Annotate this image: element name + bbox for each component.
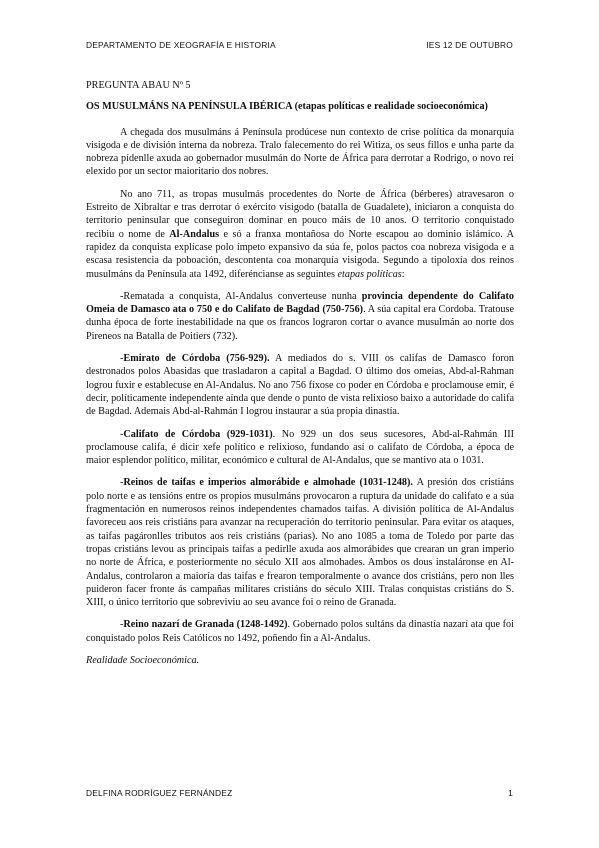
paragraph-conquest-italic: etapas políticas bbox=[337, 268, 402, 280]
stage-4-heading: Reinos de taifas e imperios almorábide e almohade (1031-1248). bbox=[123, 477, 413, 489]
stage-3-text: . No 929 un dos seus sucesores, Abd-al-Rahmán III proclamouse califa, é dicir xefe político e relixioso, fundando así o califato de Córdoba, a época de maior esplendor político, militar, económico e cultural de Al-Andalus, que se mantivo ata o 1031. bbox=[86, 428, 514, 467]
stage-5-heading: Reino nazarí de Granada (1248-1492) bbox=[123, 619, 288, 631]
paragraph-nasrid-kingdom bbox=[86, 618, 514, 645]
stage-1-text-c: . A súa capital era Cordoba. Tratouse dunha época de forte inestabilidade na que os francos lograron cortar o avance musulmán ao norte dos Pireneos na Batalla de Poitiers (732). bbox=[86, 304, 514, 342]
department-name: DEPARTAMENTO DE XEOGRAFÍA E HISTORIA bbox=[86, 40, 276, 50]
stage-5-dash: - bbox=[120, 619, 124, 631]
paragraph-caliphate bbox=[86, 428, 514, 468]
document-body bbox=[86, 79, 514, 667]
stage-2-heading: Emirato de Córdoba (756-929). bbox=[123, 353, 270, 365]
paragraph-conquest bbox=[86, 188, 514, 281]
paragraph-emirate bbox=[86, 352, 514, 418]
paragraph-conquest-text-a: No ano 711, as tropas musulmás procedentes do Norte de África (bérberes) atravesaron o Estreito de Xibraltar e tras derrotar ó exército visigodo (batalla de Guadalete), iniciaron a conquista do territorio peninsular que conseguiron dominar en pouco máis de 10 anos. O territorio conquistado recibiu o nome de bbox=[86, 188, 514, 240]
section-heading-text: Realidade Socioeconómica. bbox=[86, 654, 200, 666]
author-name: DELFINA RODRÍGUEZ FERNÁNDEZ bbox=[86, 788, 233, 798]
page-number: 1 bbox=[508, 788, 513, 798]
paragraph-conquest-text-e: : bbox=[401, 268, 405, 280]
paragraph-intro: A chegada dos musulmáns á Península prodúcese nun contexto de crise política da monarquía visigoda e de división interna da nobreza. Tralo falecemento do rei Witiza, os seus fillos e unha parte da nobreza pídenlle axuda ao gobernador musulmán do Norte de África para derrotar a Rodrigo, o novo rei elexido por un sector maioritario dos nobres. bbox=[86, 126, 514, 178]
stage-1-text-a: -Rematada a conquista, Al-Andalus converteuse nunha bbox=[120, 290, 362, 302]
stage-2-text: A mediados do s. VIII os califas de Damasco foron destronados polos Abasidas que trasladaron a capital a Bagdad. O último dos omeias, Abd-al-Rahman logrou fuxir e establecuse en Al-Andalus. No ano 756 fíxose co poder en Córdoba e proclamouse emir, é decir, políticamente independente aínda que dende o punto de vista relixioso baixo a autoridade do califa de Bagdad. Ademais Abd-al-Rahmán I logrou instaurar a súa propia dinastía. bbox=[86, 353, 514, 418]
stage-3-dash: - bbox=[120, 428, 124, 440]
stage-2-dash: - bbox=[120, 353, 124, 365]
stage-4-dash: - bbox=[120, 477, 124, 489]
section-heading-socioeconomic bbox=[86, 654, 514, 667]
document-title: OS MUSULMÁNS NA PENÍNSULA IBÉRICA (etapas políticas e realidade socioeconómica) bbox=[86, 101, 488, 113]
paragraph-taifas bbox=[86, 476, 514, 609]
paragraph-dependent-province bbox=[86, 290, 514, 343]
stage-3-heading: Califato de Córdoba (929-1031) bbox=[123, 428, 273, 440]
stage-1-heading: provincia dependente do Califato Omeia de Damasco ata o 750 e do Califato de Bagdad (750-756) bbox=[86, 290, 514, 316]
stage-4-text: A presión dos cristiáns polo norte e as tensións entre os propios musulmáns provocaron a ruptura da unidade do califato e a súa fragmentación en numerosos reinos independentes chamados taifas. A división política de Al-Andalus favoreceu aos reis cristiáns para avanzar na recuperación do territorio peninsular. Para evitar os ataques, as taifas pagáronlles tributos aos reis cristiáns (parias). No ano 1085 a toma de Toledo por parte das tropas cristiáns levou as principais taifas a pedirlle axuda aos almorábides que crearan un gran imperio no norte de África, e posteriormente no século XII aos almohades. Ambos os dous instaláronse en Al-Andalus, controlaron a maioría das taifas e frearon temporalmente o avance dos cristiáns, pero non lles puideron facer fronte ás campañas militares cristiáns do século XIII. Tralas conquistas cristiáns do S. XIII, o único territorio que sobreviviu ao seu avance foi o reino de Granada. bbox=[86, 477, 515, 609]
school-name: IES 12 DE OUTUBRO bbox=[426, 40, 513, 50]
paragraph-conquest-text-c: e só a franxa montañosa do Norte escapou ao dominio islámico. A rapidez da conquista explícase polo ímpeto expansivo da súa fe, polos pactos coa nobreza visigoda e a escasa resistencia da poboación, descontenta coa monarquía visigoda. Segundo a tipoloxía dos reinos musulmáns da Península ata 1492, diferéncianse as seguintes bbox=[86, 228, 514, 280]
question-label: PREGUNTA ABAU Nº 5 bbox=[86, 80, 191, 91]
paragraph-conquest-emphasis: Al-Andalus bbox=[169, 228, 220, 240]
stage-5-text: . Gobernado polos sultáns da dinastía nazarí ata que foi conquistado polos Reis Católicos no 1492, poñendo fin a Al-Andalus. bbox=[86, 619, 514, 644]
